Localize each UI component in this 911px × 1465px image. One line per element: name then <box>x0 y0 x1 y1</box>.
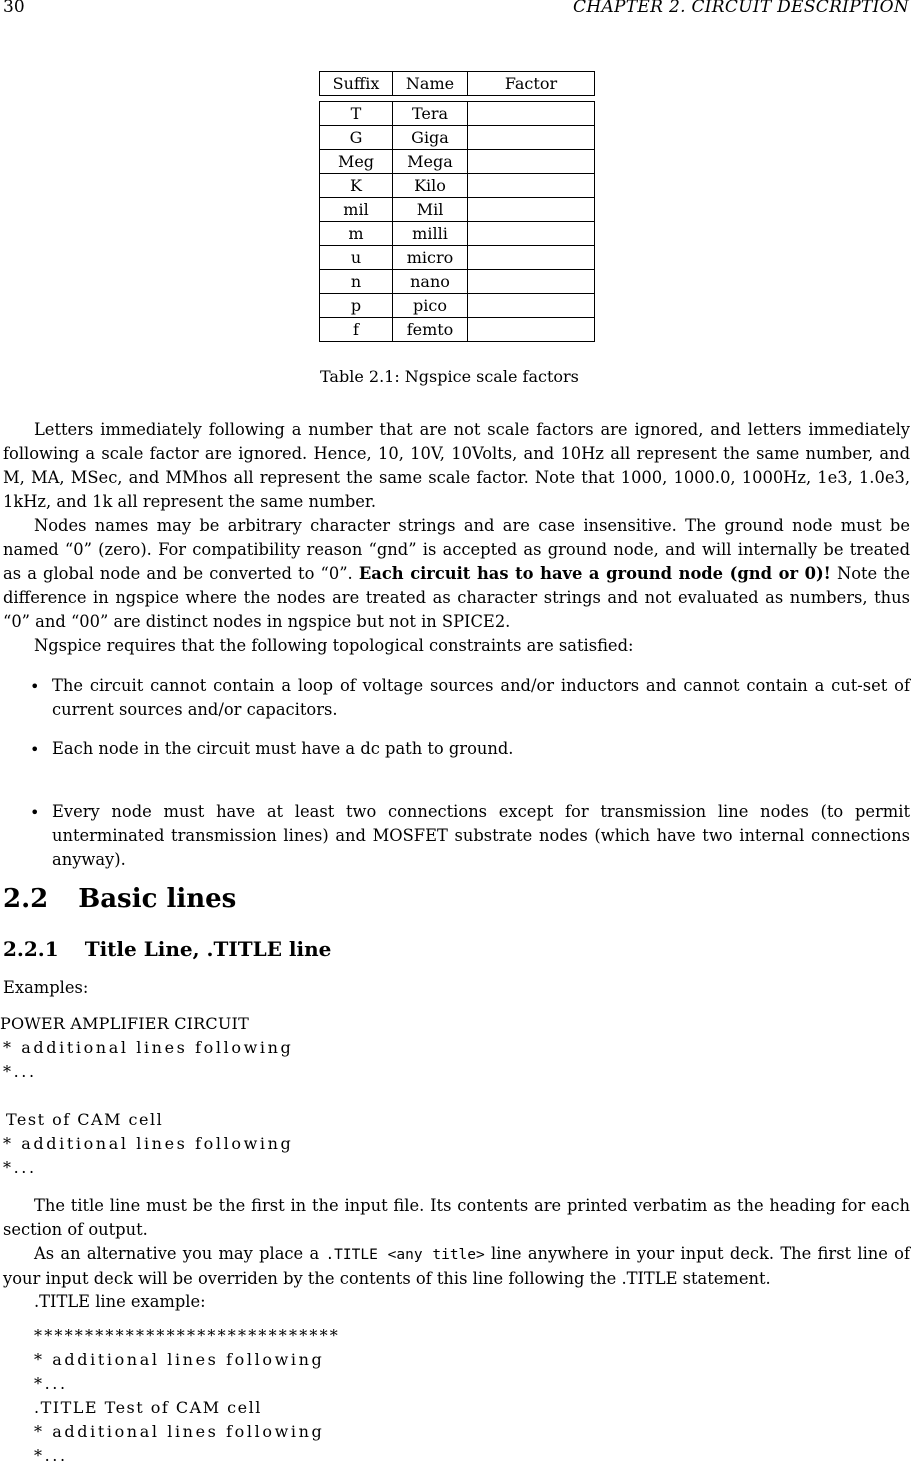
table-header-cell: Factor <box>468 72 595 96</box>
table-row <box>320 318 595 342</box>
table-cell <box>468 270 595 294</box>
code-line: * additional lines following <box>34 1350 325 1369</box>
table-cell <box>468 102 595 126</box>
table-cell: Giga <box>393 126 468 150</box>
paragraph-nodes <box>3 514 910 634</box>
table-cell: K <box>320 174 393 198</box>
code-line: POWER AMPLIFIER CIRCUIT <box>0 1014 249 1033</box>
table-cell: m <box>320 222 393 246</box>
paragraph-text: line anywhere in your input deck. The first line of your input deck will be overriden by the contents of this line following the .TITLE statement. <box>3 1244 910 1288</box>
table-row <box>320 222 595 246</box>
paragraph-text: Nodes names may be arbitrary character strings and are case insensitive. The ground node must be named “0” (zero). For compatibility reason “gnd” is accepted as ground node, and will internally be treated as a global node and be converted to “0”. <box>3 516 910 583</box>
paragraph-emphasis: Each circuit has to have a ground node (gnd or 0)! <box>358 564 831 583</box>
table-row <box>320 270 595 294</box>
table-cell <box>468 174 595 198</box>
table-cell: micro <box>393 246 468 270</box>
subsection-number: 2.2.1 <box>3 937 59 961</box>
table-cell <box>468 198 595 222</box>
table-cell: u <box>320 246 393 270</box>
bullet-icon: • <box>30 740 40 759</box>
table-cell: T <box>320 102 393 126</box>
table-row <box>320 246 595 270</box>
paragraph-text: Note the difference in ngspice where the nodes are treated as character strings and not evaluated as numbers, thus “0” and “00” are distinct nodes in ngspice but not in SPICE2. <box>3 564 910 631</box>
table-cell: f <box>320 318 393 342</box>
table-caption: Table 2.1: Ngspice scale factors <box>320 367 579 386</box>
table-row <box>320 150 595 174</box>
section-heading <box>3 884 236 914</box>
table-header-cell: Name <box>393 72 468 96</box>
table-cell: G <box>320 126 393 150</box>
code-line: *... <box>34 1374 68 1393</box>
code-line: *... <box>3 1062 37 1081</box>
subsection-heading <box>3 937 331 961</box>
paragraph-scale-factors: Letters immediately following a number that are not scale factors are ignored, and letters immediately following a scale factor are ignored. Hence, 10, 10V, 10Volts, and 10Hz all represent the same number, and M, MA, MSec, and MMhos all represent the same scale factor. Note that 1000, 1000.0, 1000Hz, 1e3, 1.0e3, 1kHz, and 1k all represent the same number. <box>3 420 910 511</box>
table-cell <box>468 318 595 342</box>
code-line: * additional lines following <box>3 1038 294 1057</box>
table-cell: n <box>320 270 393 294</box>
paragraph-text: As an alternative you may place a <box>34 1244 320 1263</box>
table-row <box>320 294 595 318</box>
list-item: Each node in the circuit must have a dc path to ground. <box>52 739 514 758</box>
table-cell: Mega <box>393 150 468 174</box>
table-cell: Meg <box>320 150 393 174</box>
table-row <box>320 102 595 126</box>
bullet-icon: • <box>30 677 40 696</box>
table-cell: nano <box>393 270 468 294</box>
running-head: CHAPTER 2. CIRCUIT DESCRIPTION <box>573 0 909 17</box>
code-line: .TITLE Test of CAM cell <box>34 1398 262 1417</box>
table-row <box>320 174 595 198</box>
code-line: * additional lines following <box>3 1134 294 1153</box>
code-line: Test of CAM cell <box>6 1110 164 1129</box>
table-cell <box>468 246 595 270</box>
table-row <box>320 126 595 150</box>
paragraph-title-alternative <box>3 1242 910 1291</box>
examples-label: Examples: <box>3 978 89 997</box>
table-cell: femto <box>393 318 468 342</box>
table-cell: Tera <box>393 102 468 126</box>
section-title: Basic lines <box>78 884 237 914</box>
table-header-cell: Suffix <box>320 72 393 96</box>
code-line: * additional lines following <box>34 1422 325 1441</box>
table-cell: pico <box>393 294 468 318</box>
inline-code: .TITLE <any title> <box>325 1247 485 1263</box>
table-cell <box>468 126 595 150</box>
table-cell <box>468 150 595 174</box>
table-cell: milli <box>393 222 468 246</box>
section-number: 2.2 <box>3 884 49 914</box>
table-cell: p <box>320 294 393 318</box>
table-cell <box>468 222 595 246</box>
table-cell: mil <box>320 198 393 222</box>
scale-factor-table <box>319 101 595 342</box>
list-item: The circuit cannot contain a loop of voltage sources and/or inductors and cannot contain a cut-set of current sources and/or capacitors. <box>52 676 910 719</box>
code-line: *... <box>34 1446 68 1465</box>
table-header <box>319 71 595 96</box>
paragraph-constraints: Ngspice requires that the following topological constraints are satisfied: <box>34 636 634 655</box>
code-line: ****************************** <box>34 1326 340 1345</box>
paragraph-title-line: The title line must be the first in the input file. Its contents are printed verbatim as the heading for each section of output. <box>3 1196 910 1239</box>
bullet-icon: • <box>30 803 40 822</box>
table-cell: Kilo <box>393 174 468 198</box>
table-row <box>320 198 595 222</box>
table-cell <box>468 294 595 318</box>
subsection-title: Title Line, .TITLE line <box>84 937 332 961</box>
table-cell: Mil <box>393 198 468 222</box>
code-line: *... <box>3 1158 37 1177</box>
list-item: Every node must have at least two connections except for transmission line nodes (to permit unterminated transmission lines) and MOSFET substrate nodes (which have two internal connections anyway). <box>52 802 910 869</box>
paragraph-title-example: .TITLE line example: <box>34 1292 206 1311</box>
page-number: 30 <box>3 0 25 17</box>
